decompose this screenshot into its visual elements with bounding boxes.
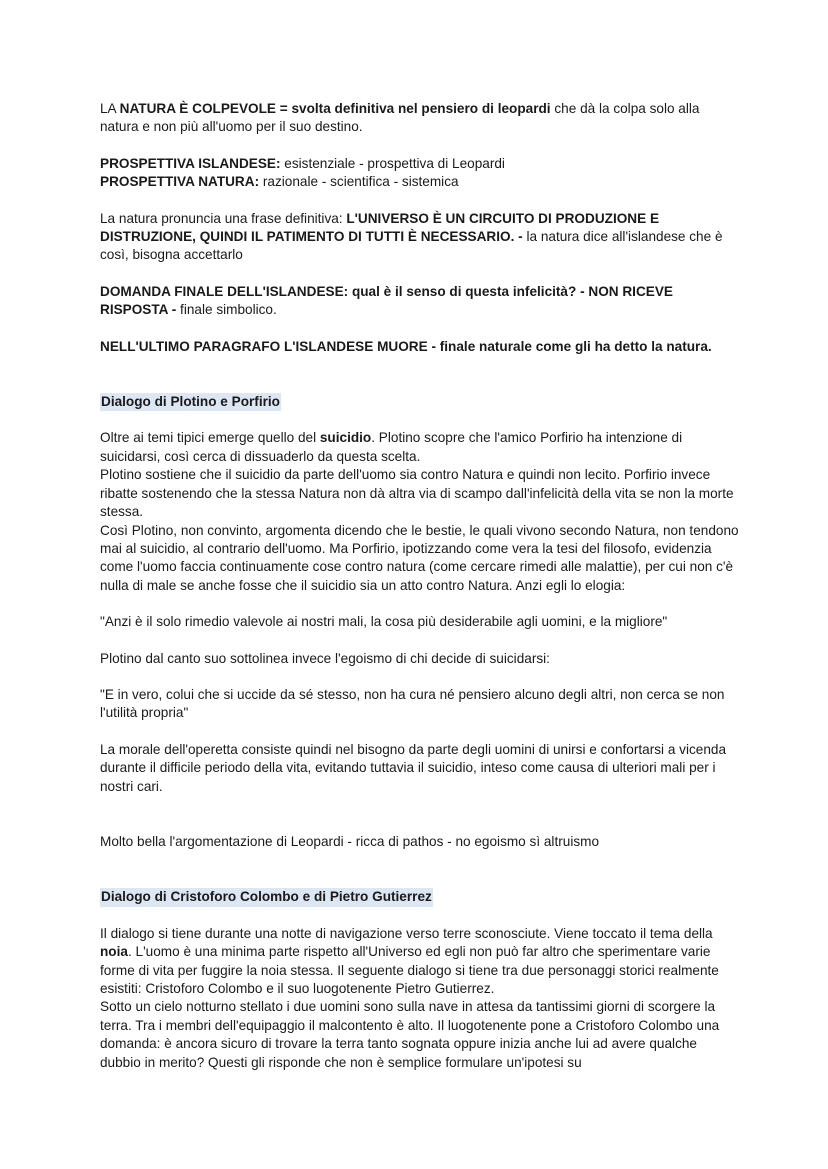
- text: esistenziale - prospettiva di Leopardi: [280, 155, 505, 171]
- text: La natura pronuncia una frase definitiva:: [100, 210, 347, 226]
- document-body: [100, 100, 740, 1072]
- paragraph-plotino-2: Plotino dal canto suo sottolinea invece l'egoismo di chi decide di suicidarsi:: [100, 650, 550, 666]
- paragraph-ultimo-paragrafo: NELL'ULTIMO PARAGRAFO L'ISLANDESE MUORE - finale naturale come gli ha detto la natura.: [100, 338, 712, 354]
- text: che dà la colpa solo alla natura e non più all'uomo per il suo destino.: [100, 101, 700, 135]
- paragraph-natura-colpevole: [100, 100, 725, 137]
- text: Oltre ai temi tipici emerge quello del: [100, 430, 320, 446]
- text: razionale - scientifica - sistemica: [259, 174, 459, 190]
- bold-text: PROSPETTIVA NATURA:: [100, 174, 260, 190]
- text: . L'uomo è una minima parte rispetto all'Universo ed egli non può far altro che sperimentare varie forme di vita per fuggire la noia stessa. Il seguente dialogo si tiene tra due personaggi storici realmente esistiti: Cristoforo Colombo e il suo luogotenente Pietro Gutierrez.: [100, 944, 719, 996]
- text: Così Plotino, non convinto, argomenta dicendo che le bestie, le quali vivono secondo Natura, non tendono mai al suicidio, al contrario dell'uomo. Ma Porfirio, ipotizzando come vera la tesi del filosofo, evidenzia come l'uomo faccia continuamente cose contro natura (come cercare rimedi alle malattie), per cui non c'è nulla di male se anche fosse che il suicidio sia un atto contro Natura. Anzi egli lo elogia:: [100, 522, 739, 593]
- paragraph-plotino-morale: La morale dell'operetta consiste quindi nel bisogno da parte degli uomini di unirsi e confortarsi a vicenda durante il difficile periodo della vita, evitando tuttavia il suicidio, inteso come causa di ulteriori mali per i nostri cari.: [100, 741, 727, 794]
- paragraph-frase-definitiva: [100, 210, 740, 265]
- text: Plotino sostiene che il suicidio da parte dell'uomo sia contro Natura e quindi non lecito. Porfirio invece ribatte sostenendo che la stessa Natura non dà altra via di scampo dall'infelicità della vita se non la morte stessa.: [100, 467, 734, 520]
- quote-plotino-2: "E in vero, colui che si uccide da sé stesso, non ha cura né pensiero alcuno degli altri, non cerca se non l'utilità propria": [100, 686, 725, 721]
- text: Il dialogo si tiene durante una notte di navigazione verso terre sconosciute. Viene toccato il tema della: [100, 925, 713, 941]
- paragraph-domanda-finale: [100, 283, 740, 320]
- bold-text: suicidio: [319, 430, 372, 446]
- paragraph-prospettive: [100, 155, 740, 192]
- text: . Plotino scopre che l'amico Porfirio ha intenzione di suicidarsi, così cerca di dissuaderlo da questa scelta.: [100, 430, 683, 464]
- paragraph-plotino-1: [100, 429, 740, 595]
- text: LA: [100, 101, 120, 116]
- heading-plotino-line: [100, 393, 740, 411]
- paragraph-colombo-1: [100, 925, 740, 1072]
- text: finale simbolico.: [176, 302, 277, 318]
- section-heading-plotino: Dialogo di Plotino e Porfirio: [100, 393, 281, 411]
- heading-colombo-line: [100, 888, 740, 906]
- section-heading-colombo: Dialogo di Cristoforo Colombo e di Pietro Gutierrez: [100, 888, 433, 906]
- bold-text: NATURA È COLPEVOLE = svolta definitiva nel pensiero di leopardi: [119, 101, 551, 116]
- bold-text: L'UNIVERSO È UN CIRCUITO DI PRODUZIONE E DISTRUZIONE, QUINDI IL PATIMENTO DI TUTTI È NECESSARIO. -: [100, 210, 660, 245]
- text: Sotto un cielo notturno stellato i due uomini sono sulla nave in attesa da tantissimi giorni di scorgere la terra. Tra i membri dell'equipaggio il malcontento è alto. Il luogotenente pone a Cristoforo Colombo una domanda: è ancora sicuro di trovare la terra tanto sognata oppure inizia anche lui ad avere qualche dubbio in merito? Questi gli risponde che non è semplice formulare un'ipotesi su: [100, 999, 720, 1070]
- bold-text: PROSPETTIVA ISLANDESE:: [100, 155, 281, 171]
- text: la natura dice all'islandese che è così, bisogna accettarlo: [100, 229, 723, 263]
- bold-text: DOMANDA FINALE DELL'ISLANDESE: qual è il senso di questa infelicità? - NON RICEVE RISPOSTA -: [100, 283, 673, 318]
- quote-plotino-1: "Anzi è il solo rimedio valevole ai nostri mali, la cosa più desiderabile agli uomini, e la migliore": [100, 614, 668, 630]
- bold-text: noia: [100, 944, 128, 960]
- paragraph-plotino-commento: Molto bella l'argomentazione di Leopardi - ricca di pathos - no egoismo sì altruismo: [100, 833, 600, 849]
